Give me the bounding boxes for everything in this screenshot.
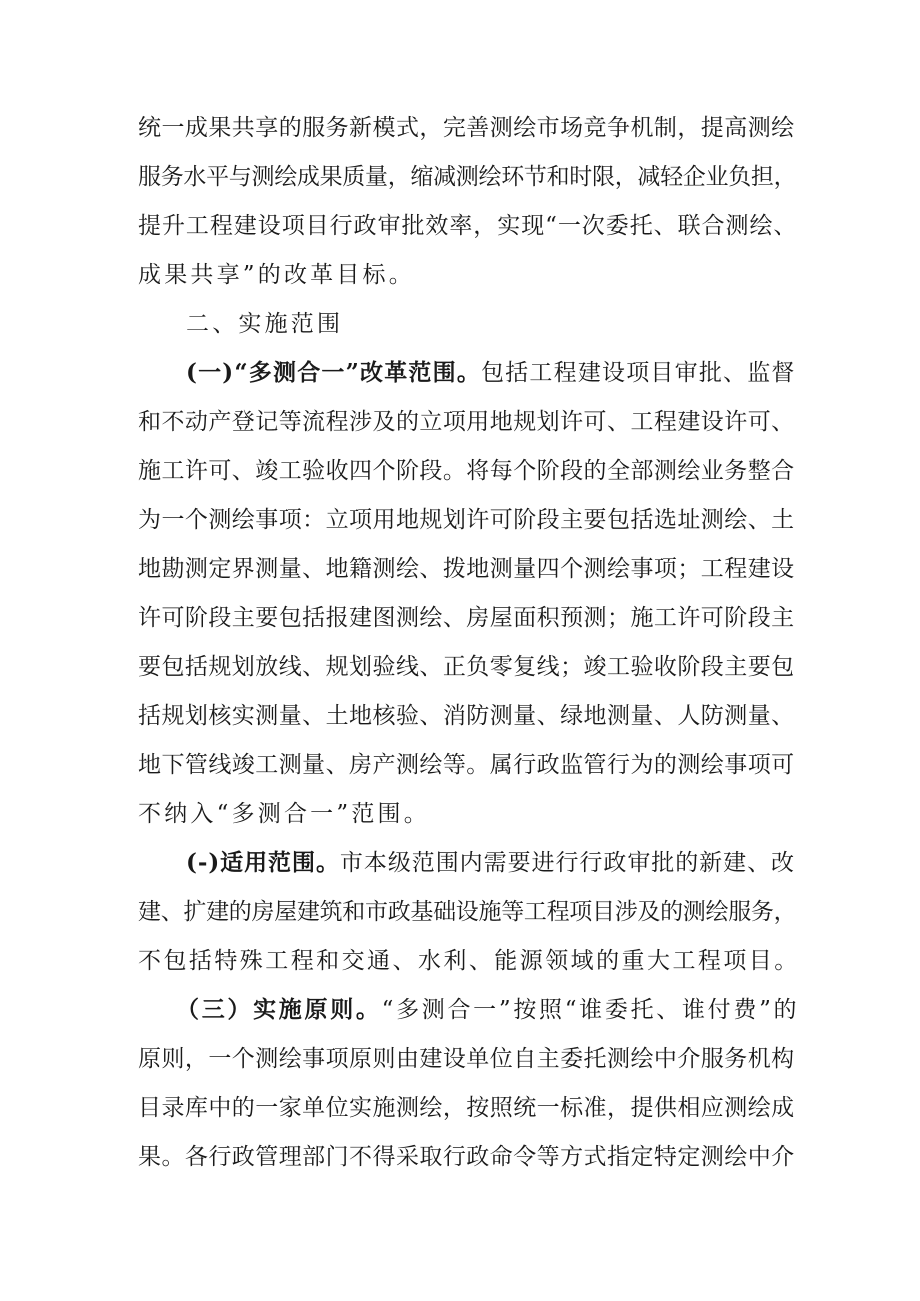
item-3-line-4: 果。各行政管理部门不得采取行政命令等方式指定特定测绘中介 [138, 1144, 795, 1170]
item-3-line-3: 目录库中的一家单位实施测绘，按照统一标准，提供相应测绘成 [138, 1095, 795, 1121]
item-2-lead: (-)适用范围。 [186, 849, 340, 876]
item-1-lead: (一)“多测合一”改革范围。 [186, 359, 482, 386]
item-1-line-10: 不纳入“多测合一”范围。 [138, 801, 430, 827]
paragraph-1-line-2: 服务水平与测绘成果质量，缩减测绘环节和时限，减轻企业负担， [138, 164, 797, 190]
item-3-first-line [176, 995, 799, 1025]
item-2-line-2: 建、扩建的房屋建筑和市政基础设施等工程项目涉及的测绘服务， [138, 899, 797, 925]
section-heading: 二、实施范围 [186, 311, 344, 337]
item-2-first-line-rest: 市本级范围内需要进行行政审批的新建、改 [339, 850, 795, 876]
item-1-first-line [186, 358, 796, 388]
item-1-line-4: 为一个测绘事项：立项用地规划许可阶段主要包括选址测绘、土 [138, 507, 795, 533]
item-1-line-6: 许可阶段主要包括报建图测绘、房屋面积预测；施工许可阶段主 [138, 605, 795, 631]
item-1-line-7: 要包括规划放线、规划验线、正负零复线；竣工验收阶段主要包 [138, 654, 795, 680]
item-1-first-line-rest: 包括工程建设项目审批、监督 [481, 360, 796, 386]
item-3-lead: （三）实施原则。 [176, 996, 382, 1023]
item-1-line-3: 施工许可、竣工验收四个阶段。将每个阶段的全部测绘业务整合 [138, 458, 795, 484]
paragraph-1-line-1: 统一成果共享的服务新模式，完善测绘市场竞争机制，提高测绘 [138, 115, 795, 141]
item-1-line-2: 和不动产登记等流程涉及的立项用地规划许可、工程建设许可、 [138, 409, 795, 435]
item-3-first-line-rest: “多测合一”按照“谁委托、谁付费”的 [381, 997, 800, 1023]
paragraph-1-line-4: 成果共享”的改革目标。 [138, 262, 415, 288]
item-2-first-line [186, 848, 795, 878]
paragraph-1-line-3: 提升工程建设项目行政审批效率，实现“一次委托、联合测绘、 [138, 213, 798, 239]
item-3-line-2: 原则，一个测绘事项原则由建设单位自主委托测绘中介服务机构 [138, 1046, 795, 1072]
item-1-line-8: 括规划核实测量、土地核验、消防测量、绿地测量、人防测量、 [138, 703, 795, 729]
item-1-line-5: 地勘测定界测量、地籍测绘、拨地测量四个测绘事项；工程建设 [138, 556, 795, 582]
item-2-line-3: 不包括特殊工程和交通、水利、能源领域的重大工程项目。 [138, 948, 800, 974]
item-1-line-9: 地下管线竣工测量、房产测绘等。属行政监管行为的测绘事项可 [138, 752, 795, 778]
